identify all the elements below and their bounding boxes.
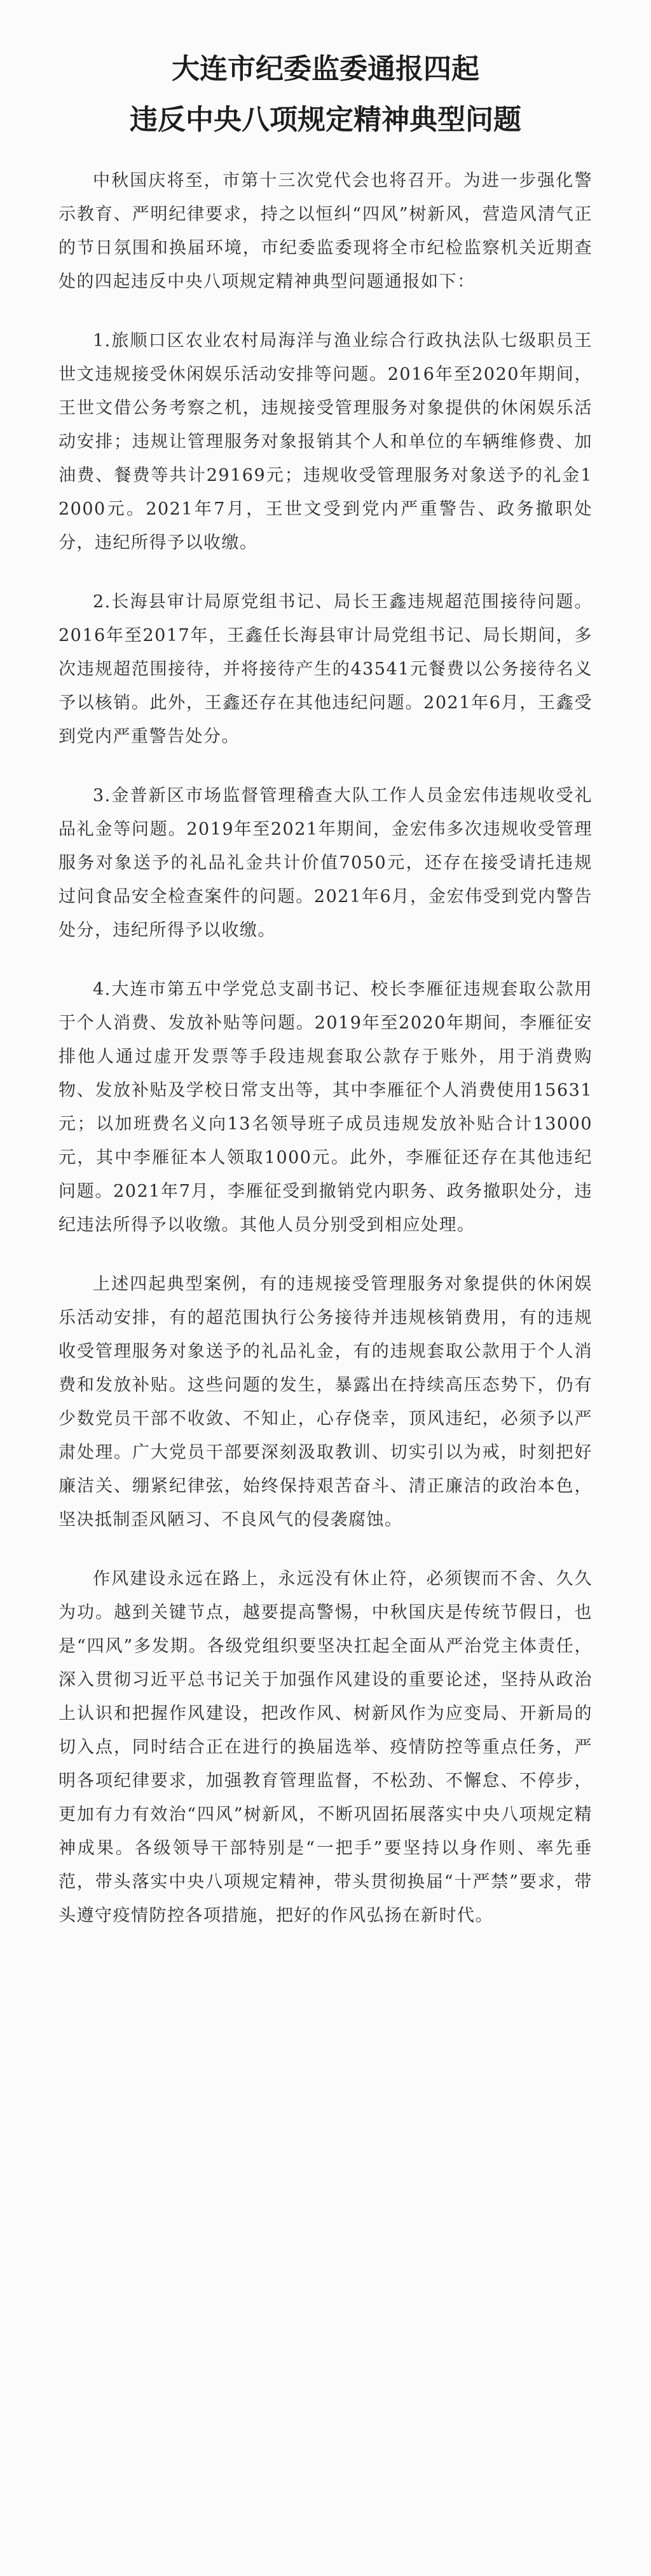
case-4-paragraph: 4.大连市第五中学党总支副书记、校长李雁征违规套取公款用于个人消费、发放补贴等问题。2019年至2020年期间，李雁征安排他人通过虚开发票等手段违规套取公款存于账外，用于消费购物、发放补贴及学校日常支出等，其中李雁征个人消费使用15631元；以加班费名义向13名领导班子成员违规发放补贴合计13000元，其中李雁征本人领取1000元。此外，李雁征还存在其他违纪问题。2021年7月，李雁征受到撤销党内职务、政务撤职处分，违纪违法所得予以收缴。其他人员分别受到相应处理。	[58, 980, 593, 1235]
summary-paragraph: 上述四起典型案例，有的违规接受管理服务对象提供的休闲娱乐活动安排，有的超范围执行公务接待并违规核销费用，有的违规收受管理服务对象送予的礼品礼金，有的违规套取公款用于个人消费和发放补贴。这些问题的发生，暴露出在持续高压态势下，仍有少数党员干部不收敛、不知止，心存侥幸，顶风违纪，必须予以严肃处理。广大党员干部要深刻汲取教训、切实引以为戒，时刻把好廉洁关、绷紧纪律弦，始终保持艰苦奋斗、清正廉洁的政治本色，坚决抵制歪风陋习、不良风气的侵袭腐蚀。	[58, 1274, 593, 1530]
intro-paragraph: 中秋国庆将至，市第十三次党代会也将召开。为进一步强化警示教育、严明纪律要求，持之以恒纠“四风”树新风，营造风清气正的节日氛围和换届环境，市纪委监委现将全市纪检监察机关近期查处的四起违反中央八项规定精神典型问题通报如下：	[58, 171, 593, 292]
case-1-paragraph: 1.旅顺口区农业农村局海洋与渔业综合行政执法队七级职员王世文违规接受休闲娱乐活动安排等问题。2016年至2020年期间，王世文借公务考察之机，违规接受管理服务对象提供的休闲娱乐活动安排；违规让管理服务对象报销其个人和单位的车辆维修费、加油费、餐费等共计29169元；违规收受管理服务对象送予的礼金12000元。2021年7月，王世文受到党内严重警告、政务撤职处分，违纪所得予以收缴。	[58, 331, 593, 553]
closing-paragraph: 作风建设永远在路上，永远没有休止符，必须锲而不舍、久久为功。越到关键节点，越要提高警惕，中秋国庆是传统节假日，也是“四风”多发期。各级党组织要坚决扛起全面从严治党主体责任，深入贯彻习近平总书记关于加强作风建设的重要论述，坚持从政治上认识和把握作风建设，把改作风、树新风作为应变局、开新局的切入点，同时结合正在进行的换届选举、疫情防控等重点任务，严明各项纪律要求，加强教育管理监督，不松劲、不懈怠、不停步，更加有力有效治“四风”树新风，不断巩固拓展落实中央八项规定精神成果。各级领导干部特别是“一把手”要坚持以身作则、率先垂范，带头落实中央八项规定精神，带头贯彻换届“十严禁”要求，带头遵守疫情防控各项措施，把好的作风弘扬在新时代。	[58, 1569, 593, 1925]
title-line-2: 违反中央八项规定精神典型问题	[130, 104, 521, 136]
case-2-paragraph: 2.长海县审计局原党组书记、局长王鑫违规超范围接待问题。2016年至2017年，王鑫任长海县审计局党组书记、局长期间，多次违规超范围接待，并将接待产生的43541元餐费以公务接待名义予以核销。此外，王鑫还存在其他违纪问题。2021年6月，王鑫受到党内严重警告处分。	[58, 592, 593, 746]
case-3-paragraph: 3.金普新区市场监督管理稽查大队工作人员金宏伟违规收受礼品礼金等问题。2019年至2021年期间，金宏伟多次违规收受管理服务对象送予的礼品礼金共计价值7050元，还存在接受请托违规过问食品安全检查案件的问题。2021年6月，金宏伟受到党内警告处分，违纪所得予以收缴。	[58, 786, 593, 940]
article-body	[58, 164, 593, 1958]
title-line-1: 大连市纪委监委通报四起	[172, 53, 479, 85]
